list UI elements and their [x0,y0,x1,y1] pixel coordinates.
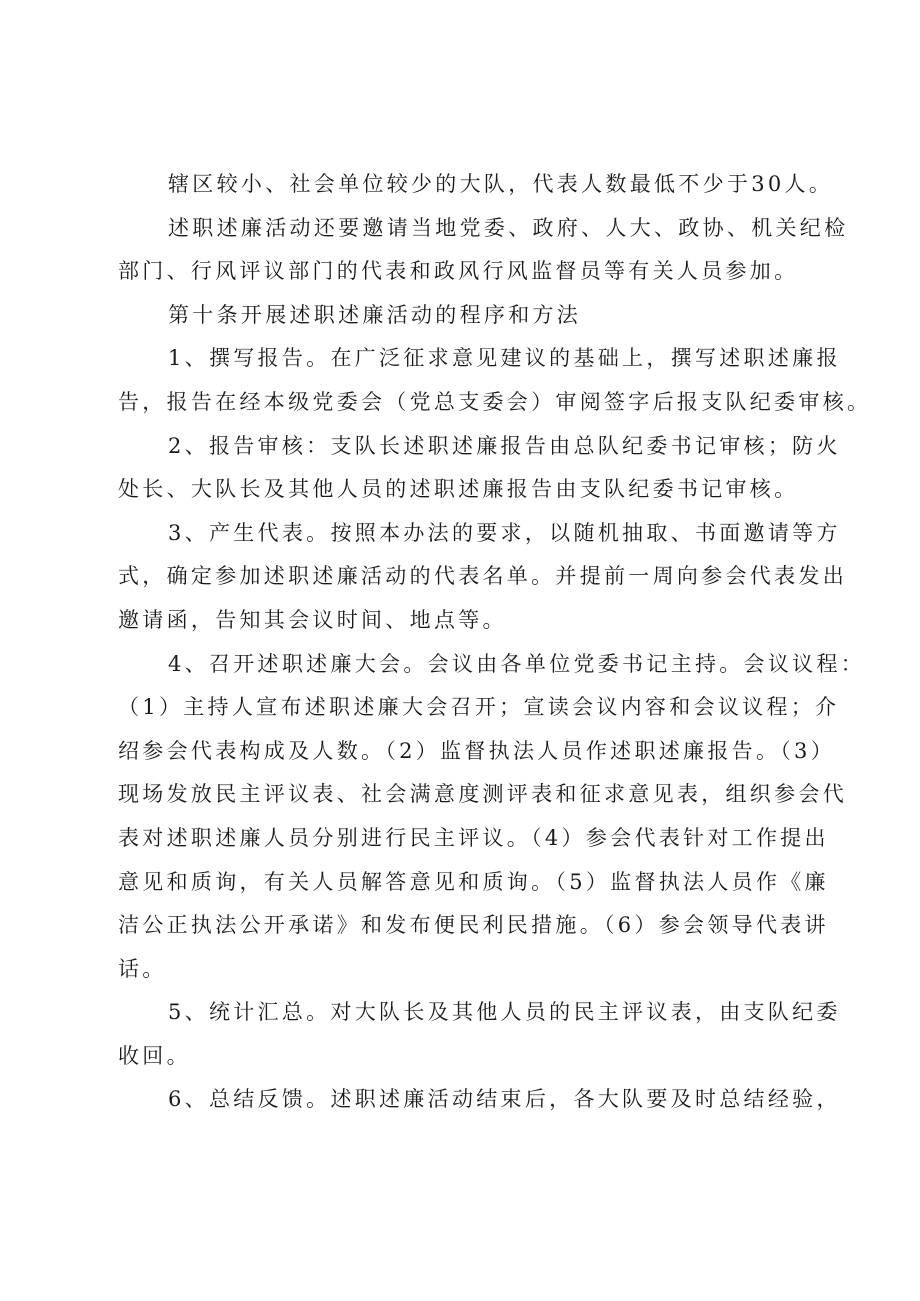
text-line: 6、总结反馈。述职述廉活动结束后，各大队要及时总结经验， [168,1087,841,1112]
text-line: 话。 [118,956,167,981]
text-line: 意见和质询，有关人员解答意见和质询。（5）监督执法人员作《廉 [118,869,829,894]
text-line: 述职述廉活动还要邀请当地党委、政府、人大、政协、机关纪检 [168,215,849,240]
section-heading: 第十条开展述职述廉活动的程序和方法 [168,302,582,327]
text-line: 现场发放民主评议表、社会满意度测评表和征求意见表，组织参会代 [118,782,847,807]
text-line: 表对述职述廉人员分别进行民主评议。（4）参会代表针对工作提出 [118,825,829,850]
text-line: （1）主持人宣布述职述廉大会召开；宣读会议内容和会议议程；介 [118,695,840,720]
text-line: 2、报告审核：支队长述职述廉报告由总队纪委书记审核；防火 [168,433,841,458]
text-line: 3、产生代表。按照本办法的要求，以随机抽取、书面邀请等方 [168,520,841,545]
text-line: 辖区较小、社会单位较少的大队，代表人数最低不少于30人。 [168,172,834,196]
text-line: 收回。 [118,1043,191,1068]
text-line: 式，确定参加述职述廉活动的代表名单。并提前一周向参会代表发出 [118,564,847,589]
text-line: 告，报告在经本级党委会（党总支委会）审阅签字后报支队纪委审核。 [118,389,872,414]
text-line: 邀请函，告知其会议时间、地点等。 [118,607,507,632]
text-line: 部门、行风评议部门的代表和政风行风监督员等有关人员参加。 [118,259,799,284]
text-line: 洁公正执法公开承诺》和发布便民利民措施。（6）参会领导代表讲 [118,913,829,938]
text-line: 5、统计汇总。对大队长及其他人员的民主评议表，由支队纪委 [168,1000,841,1025]
document-body [118,163,872,1122]
text-line: 4、召开述职述廉大会。会议由各单位党委书记主持。会议议程： [168,651,866,676]
text-line: 处长、大队长及其他人员的述职述廉报告由支队纪委书记审核。 [118,477,799,502]
text-line: 绍参会代表构成及人数。（2）监督执法人员作述职述廉报告。（3） [118,738,836,763]
text-line: 1、撰写报告。在广泛征求意见建议的基础上，撰写述职述廉报 [168,346,841,371]
